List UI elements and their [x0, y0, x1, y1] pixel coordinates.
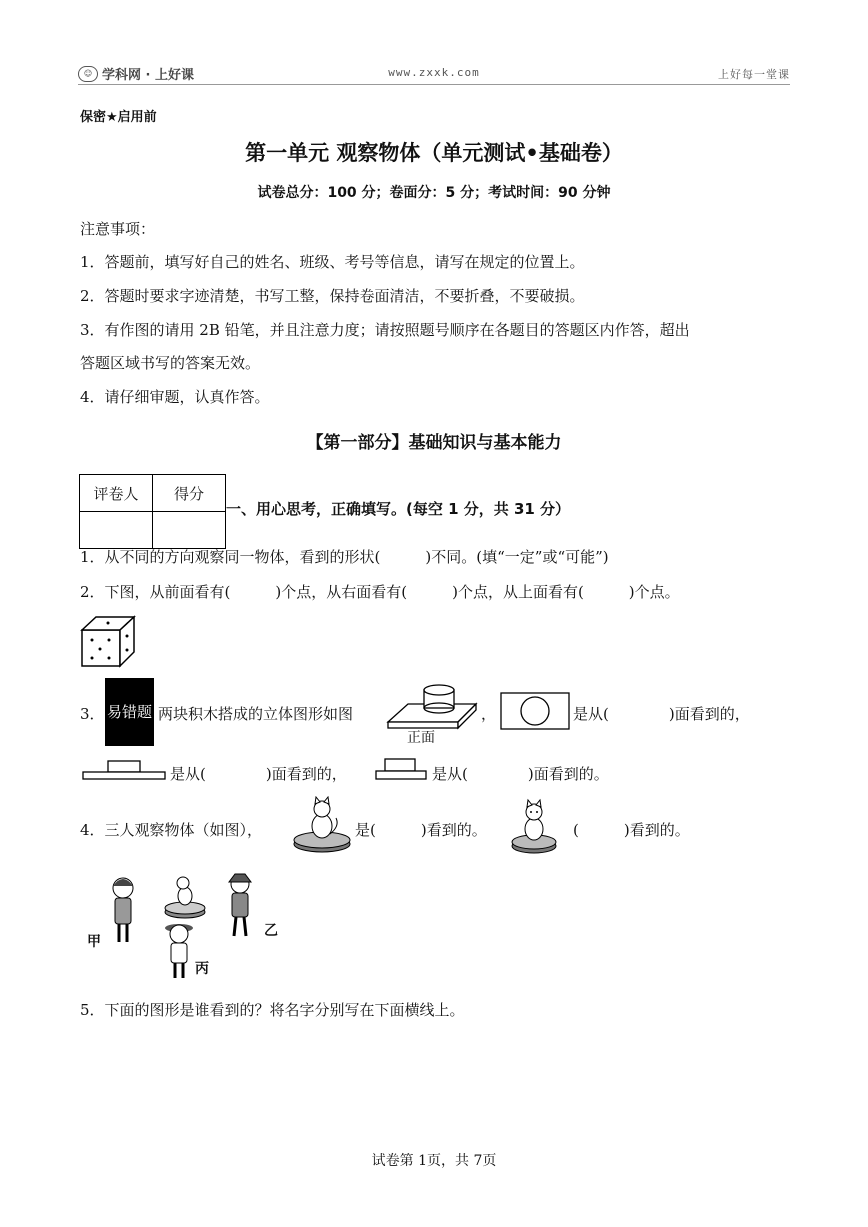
- question-2: 2．下图，从前面看有( )个点，从右面看有( )个点，从上面看有( )个点。: [80, 583, 680, 601]
- question-3-text: 两块积木搭成的立体图形如图: [158, 705, 354, 723]
- score-cell-grader[interactable]: [80, 512, 153, 549]
- header-slogan: 上好每一堂课: [718, 68, 790, 81]
- question-4-text: 4．三人观察物体（如图），: [80, 821, 263, 839]
- observers-scene-figure: [105, 870, 265, 982]
- front-view-figure: [82, 760, 166, 780]
- dice-cube-figure: [80, 614, 138, 668]
- question-4-blank-a: 是( )看到的。: [355, 821, 487, 839]
- score-table: [79, 474, 226, 549]
- person-yi-label: 乙: [264, 923, 278, 939]
- question-3-blank-c: 是从( )面看到的。: [432, 765, 609, 783]
- score-header-grader: 评卷人: [80, 475, 153, 512]
- comma: ，: [481, 705, 497, 723]
- cat-front-view-figure: [510, 798, 558, 856]
- question-3-number: 3．: [80, 705, 105, 723]
- page-title: 第一单元 观察物体（单元测试•基础卷）: [245, 141, 623, 165]
- side-view-figure: [375, 758, 427, 780]
- notice-item: 3．有作图的请用 2B 铅笔，并且注意力度；请按照题号顺序在各题目的答题区内作答，超出: [80, 321, 690, 339]
- notice-item: 2．答题时要求字迹清楚，书写工整，保持卷面清洁，不要折叠，不要破损。: [80, 287, 585, 305]
- person-jia-label: 甲: [87, 934, 101, 950]
- question-3-blank-a: 是从( )面看到的，: [573, 705, 750, 723]
- score-header-score: 得分: [153, 475, 226, 512]
- header-site: www.zxxk.com: [388, 66, 480, 79]
- question-5: 5．下面的图形是谁看到的？将名字分别写在下面横线上。: [80, 1001, 465, 1019]
- logo-text: 学科网 · 上好课: [102, 68, 194, 83]
- front-label: 正面: [407, 730, 435, 746]
- top-view-figure: [500, 692, 570, 730]
- error-prone-tag: 易错题: [105, 678, 154, 746]
- part-title: 【第一部分】基础知识与基本能力: [306, 433, 562, 453]
- person-bing-label: 丙: [195, 961, 209, 977]
- cat-back-view-figure: [292, 796, 352, 854]
- secret-mark: 保密★启用前: [80, 110, 157, 125]
- page-subtitle: 试卷总分：100 分；卷面分：5 分；考试时间：90 分钟: [257, 185, 611, 201]
- question-3-blank-b: 是从( )面看到的，: [170, 765, 347, 783]
- page-footer: 试卷第 1页，共 7页: [371, 1153, 497, 1169]
- notice-heading: 注意事项：: [80, 220, 156, 238]
- blocks-3d-figure: [386, 680, 478, 730]
- score-cell-score[interactable]: [153, 512, 226, 549]
- question-4-blank-b: ( )看到的。: [573, 821, 690, 839]
- notice-item: 4．请仔细审题，认真作答。: [80, 388, 270, 406]
- header-divider: [78, 84, 790, 85]
- question-1: 1．从不同的方向观察同一物体，看到的形状( )不同。(填“一定”或“可能”): [80, 548, 609, 566]
- logo-icon: ☺: [78, 66, 98, 82]
- notice-item: 1．答题前，填写好自己的姓名、班级、考号等信息，请写在规定的位置上。: [80, 253, 585, 271]
- notice-item: 答题区域书写的答案无效。: [80, 354, 261, 372]
- section-heading: 一、用心思考，正确填写。(每空 1 分，共 31 分）: [226, 500, 571, 518]
